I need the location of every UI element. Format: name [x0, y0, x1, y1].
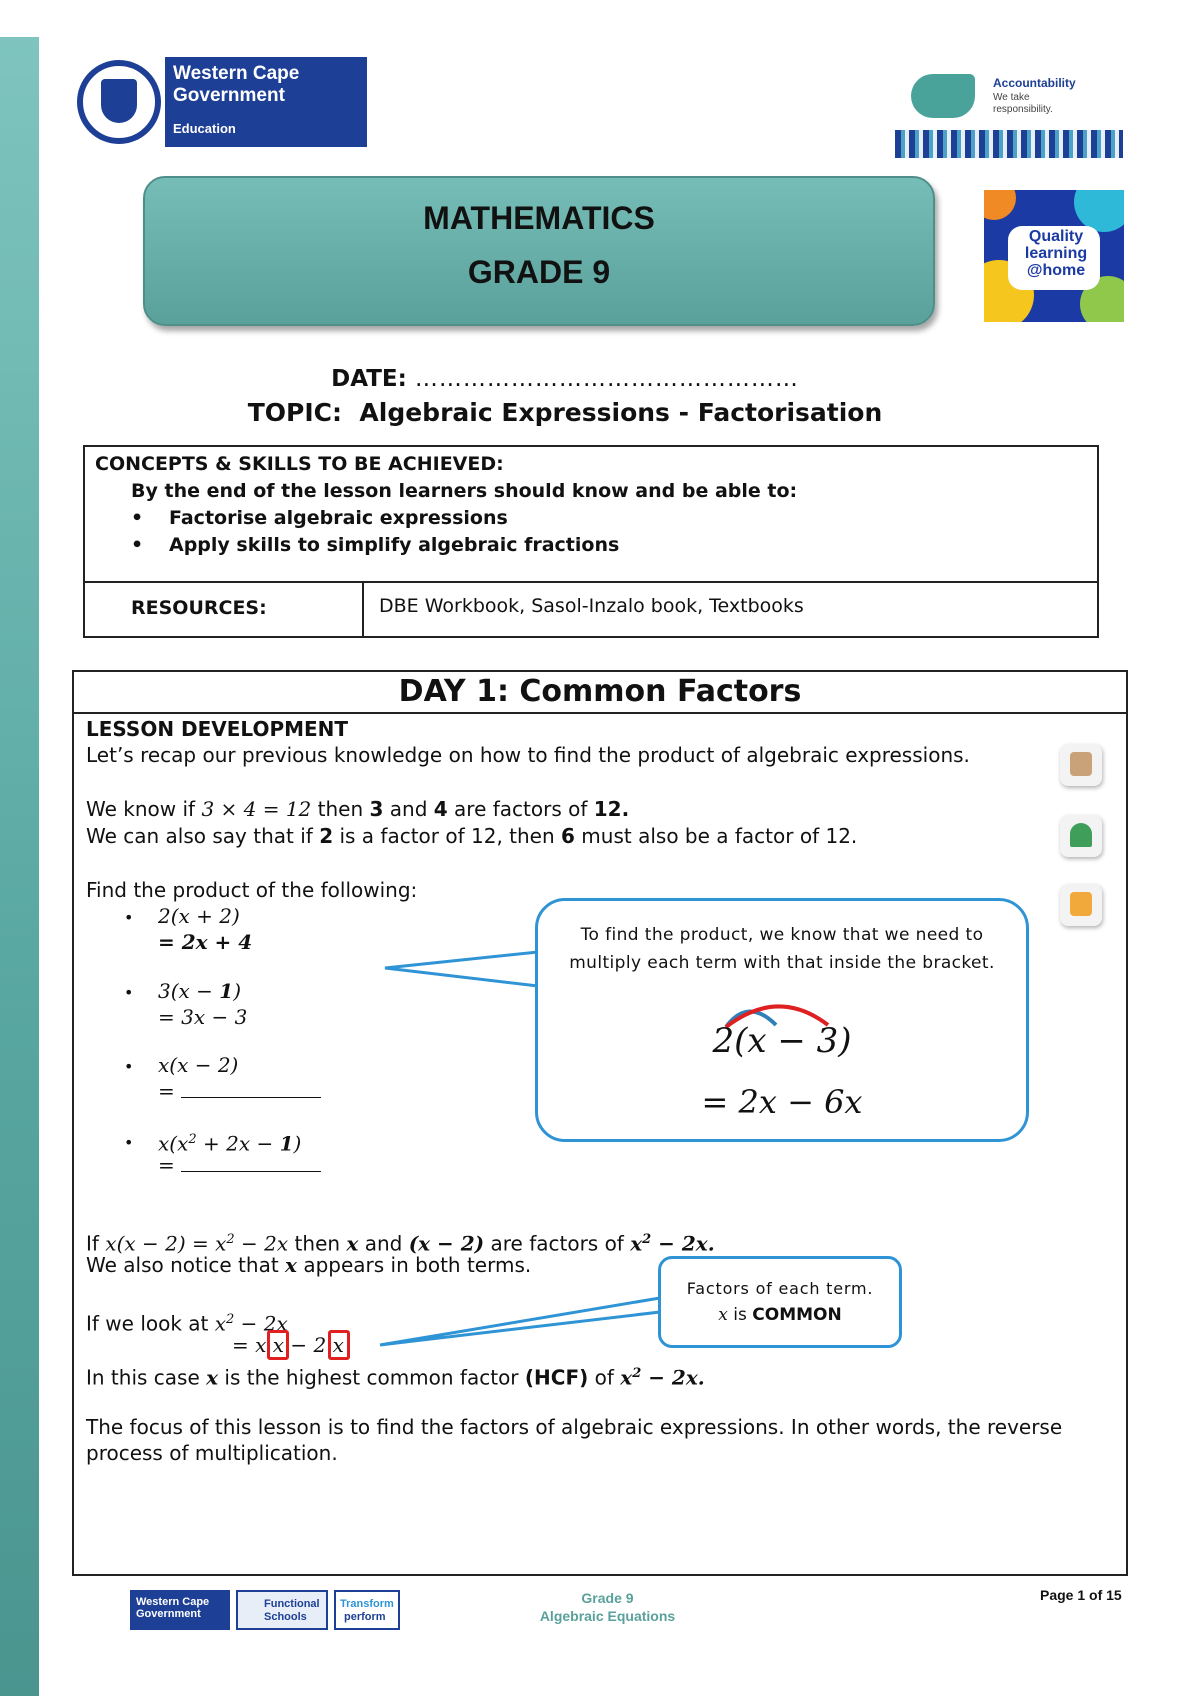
page-number: Page 1 of 15: [1040, 1587, 1122, 1603]
concept-item: • Factorise algebraic expressions: [131, 507, 508, 529]
qlh-line1: Quality: [1028, 228, 1084, 245]
example1-answer: = 2x + 4: [158, 930, 253, 954]
concepts-heading: CONCEPTS & SKILLS TO BE ACHIEVED:: [95, 453, 504, 475]
look-at-line: If we look at $x^2 - 2x$: [86, 1311, 288, 1336]
accountability-tagline: We take responsibility.: [993, 92, 1053, 115]
common-callout-text: Factors of each term.: [686, 1279, 874, 1298]
resources-value: DBE Workbook, Sasol-Inzalo book, Textbooks: [379, 595, 804, 617]
product-callout: [535, 898, 1029, 1142]
day1-title: DAY 1: Common Factors: [74, 672, 1126, 714]
example2-question: 3(x − 1): [158, 979, 242, 1003]
hcf-line: In this case x is the highest common factor (HCF) of $x^2 - 2x$.: [86, 1365, 705, 1390]
product-callout-pointer: [385, 952, 538, 986]
resources-label: RESOURCES:: [131, 597, 267, 619]
wcg-logo-line1: Western Cape: [173, 63, 300, 84]
topic-label: TOPIC:: [247, 398, 342, 427]
example3-question: x(x − 2): [158, 1053, 239, 1077]
if-factors-line: If $x(x - 2) = x^2 - 2x$ then x and (x − 2) are factors of $x^2 - 2x$.: [86, 1231, 715, 1256]
notice-line: We also notice that x appears in both terms.: [86, 1253, 532, 1277]
example1-question: 2(x + 2): [158, 904, 240, 928]
footer-center-text: Grade 9 Algebraic Equations: [539, 1590, 676, 1624]
product-callout-text: To find the product, we know that we need to multiply each term with that inside the bracket.: [569, 925, 995, 973]
lesson-heading: LESSON DEVELOPMENT: [86, 717, 349, 741]
example4-question: $x(x^2 + 2x - 1)$: [158, 1131, 302, 1156]
footer-logos: [130, 1590, 400, 1630]
expanded-terms-line: = x x − 2 x: [232, 1333, 344, 1357]
callout-equation-1: 2(x − 3): [712, 1021, 852, 1061]
example4-answer: =: [158, 1152, 321, 1179]
focus-line-2: process of multiplication.: [86, 1441, 338, 1465]
bullet: •: [124, 1133, 134, 1152]
concept-item: • Apply skills to simplify algebraic fractions: [131, 534, 620, 556]
example3-answer: =: [158, 1078, 321, 1105]
footer-wcg-logo: Western Cape Government: [130, 1590, 230, 1630]
topic-value: Algebraic Expressions - Factorisation: [359, 398, 883, 427]
common-factor-callout: [658, 1256, 902, 1348]
date-blank: …………………………………………: [414, 366, 799, 392]
common-callout-pointer: [380, 1298, 660, 1345]
transform-perform-logo: Transform perform: [334, 1590, 400, 1630]
qlh-line3: @home: [1026, 262, 1086, 279]
date-label: DATE:: [331, 366, 407, 392]
wcg-logo-line3: Education: [173, 121, 236, 136]
callout-equation-2: = 2x − 6x: [701, 1083, 863, 1121]
example2-answer: = 3x − 3: [158, 1005, 248, 1029]
find-product-prompt: Find the product of the following:: [86, 878, 418, 902]
bullet: •: [124, 1057, 134, 1076]
common-callout-label: x is COMMON: [718, 1305, 842, 1325]
concepts-intro: By the end of the lesson learners should know and be able to:: [131, 480, 798, 502]
also-factor-line: We can also say that if 2 is a factor of 12, then 6 must also be a factor of 12.: [86, 824, 858, 848]
qlh-line2: learning: [1024, 245, 1088, 262]
recap-text: Let’s recap our previous knowledge on how to find the product of algebraic expressions.: [86, 743, 970, 767]
bullet: •: [124, 908, 134, 927]
focus-line-1: The focus of this lesson is to find the factors of algebraic expressions. In other words, the reverse: [86, 1415, 1063, 1439]
accountability-title: Accountability: [993, 76, 1076, 90]
bullet: •: [124, 983, 134, 1002]
wcg-logo-line2: Government: [173, 85, 285, 106]
factors-of-12-line: We know if 3 × 4 = 12 then 3 and 4 are factors of 12.: [86, 797, 630, 821]
grade-title: GRADE 9: [467, 254, 611, 290]
subject-title: MATHEMATICS: [423, 200, 655, 236]
functional-schools-logo: Functional Schools: [236, 1590, 328, 1630]
